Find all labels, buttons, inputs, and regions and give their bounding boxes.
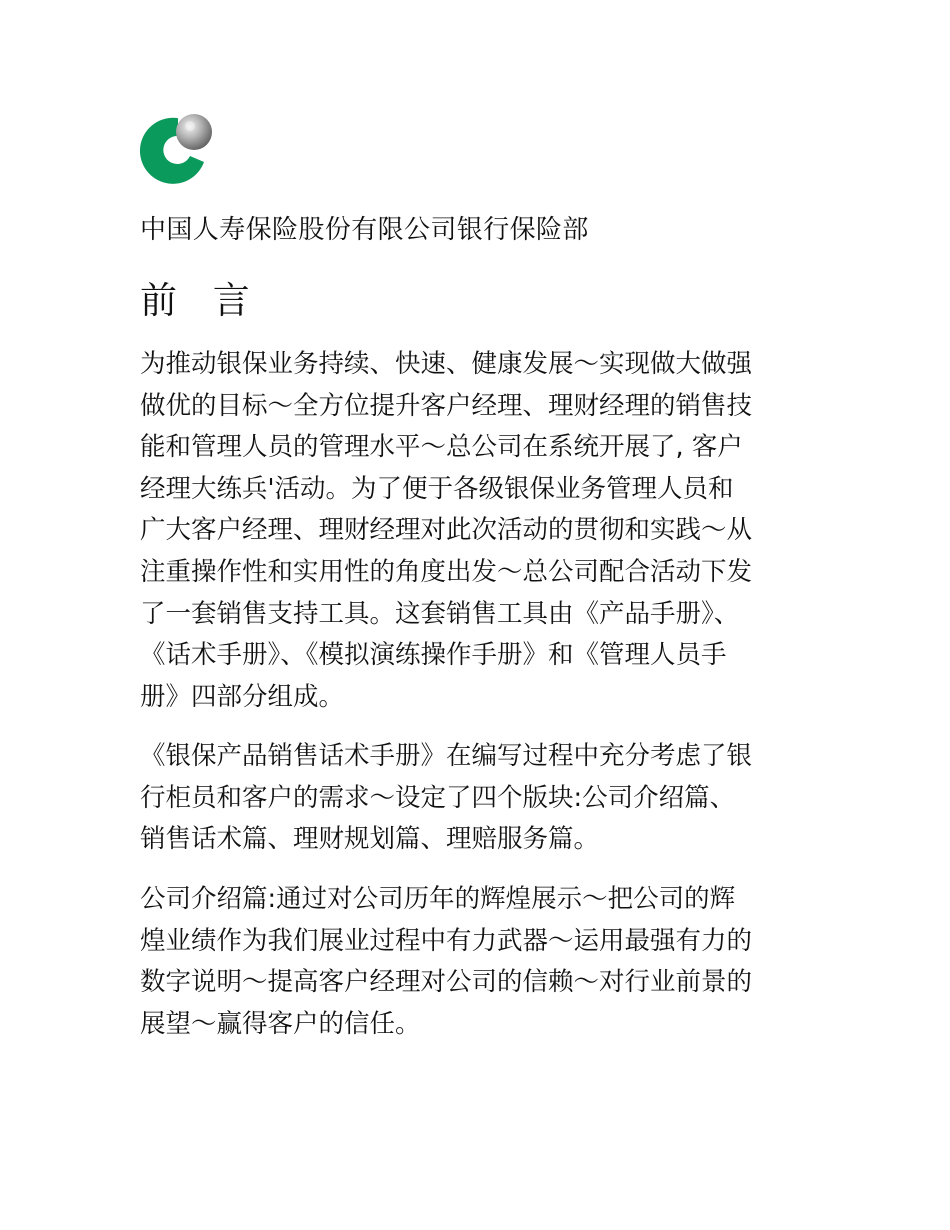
paragraph-line: 册》四部分组成。 [140, 681, 345, 712]
paragraph-line: 能和管理人员的管理水平～总公司在系统开展了, 客户 [140, 432, 743, 463]
paragraph-line: 了一套销售支持工具。这套销售工具由《产品手册》、 [140, 598, 740, 629]
china-life-logo-icon [138, 110, 214, 186]
paragraph-line: 《银保产品销售话术手册》在编写过程中充分考虑了银 [140, 741, 753, 771]
paragraph-handbook [140, 736, 820, 861]
paragraph-line: 销售话术篇、理财规划篇、理赔服务篇。 [140, 824, 600, 855]
logo-silver-ball [176, 114, 212, 150]
paragraph-line: 行柜员和客户的需求～设定了四个版块:公司介绍篇、 [140, 782, 736, 813]
paragraph-intro [140, 344, 820, 718]
paragraph-line: 为推动银保业务持续、快速、健康发展～实现做大做强 [140, 349, 753, 379]
company-name: 中国人寿保险股份有限公司银行保险部 [140, 215, 589, 245]
paragraph-line: 煌业绩作为我们展业过程中有力武器～运用最强有力的 [140, 925, 753, 956]
paragraph-line: 经理大练兵'活动。为了便于各级银保业务管理人员和 [140, 473, 734, 504]
paragraph-line: 做优的目标～全方位提升客户经理、理财经理的销售技 [140, 390, 753, 421]
paragraph-line: 数字说明～提高客户经理对公司的信赖～对行业前景的 [140, 967, 753, 998]
paragraph-line: 广大客户经理、理财经理对此次活动的贯彻和实践～从 [140, 515, 753, 546]
logo-graphic [138, 110, 214, 186]
paragraph-line: 《话术手册》、《模拟演练操作手册》和《管理人员手 [140, 640, 727, 671]
paragraph-line: 注重操作性和实用性的角度出发～总公司配合活动下发 [140, 556, 753, 587]
paragraph-line: 公司介绍篇:通过对公司历年的辉煌展示～把公司的辉 [140, 884, 736, 914]
page-title: 前 言 [140, 279, 262, 322]
paragraph-line: 展望～赢得客户的信任。 [140, 1008, 421, 1039]
paragraph-company-intro [140, 879, 820, 1045]
